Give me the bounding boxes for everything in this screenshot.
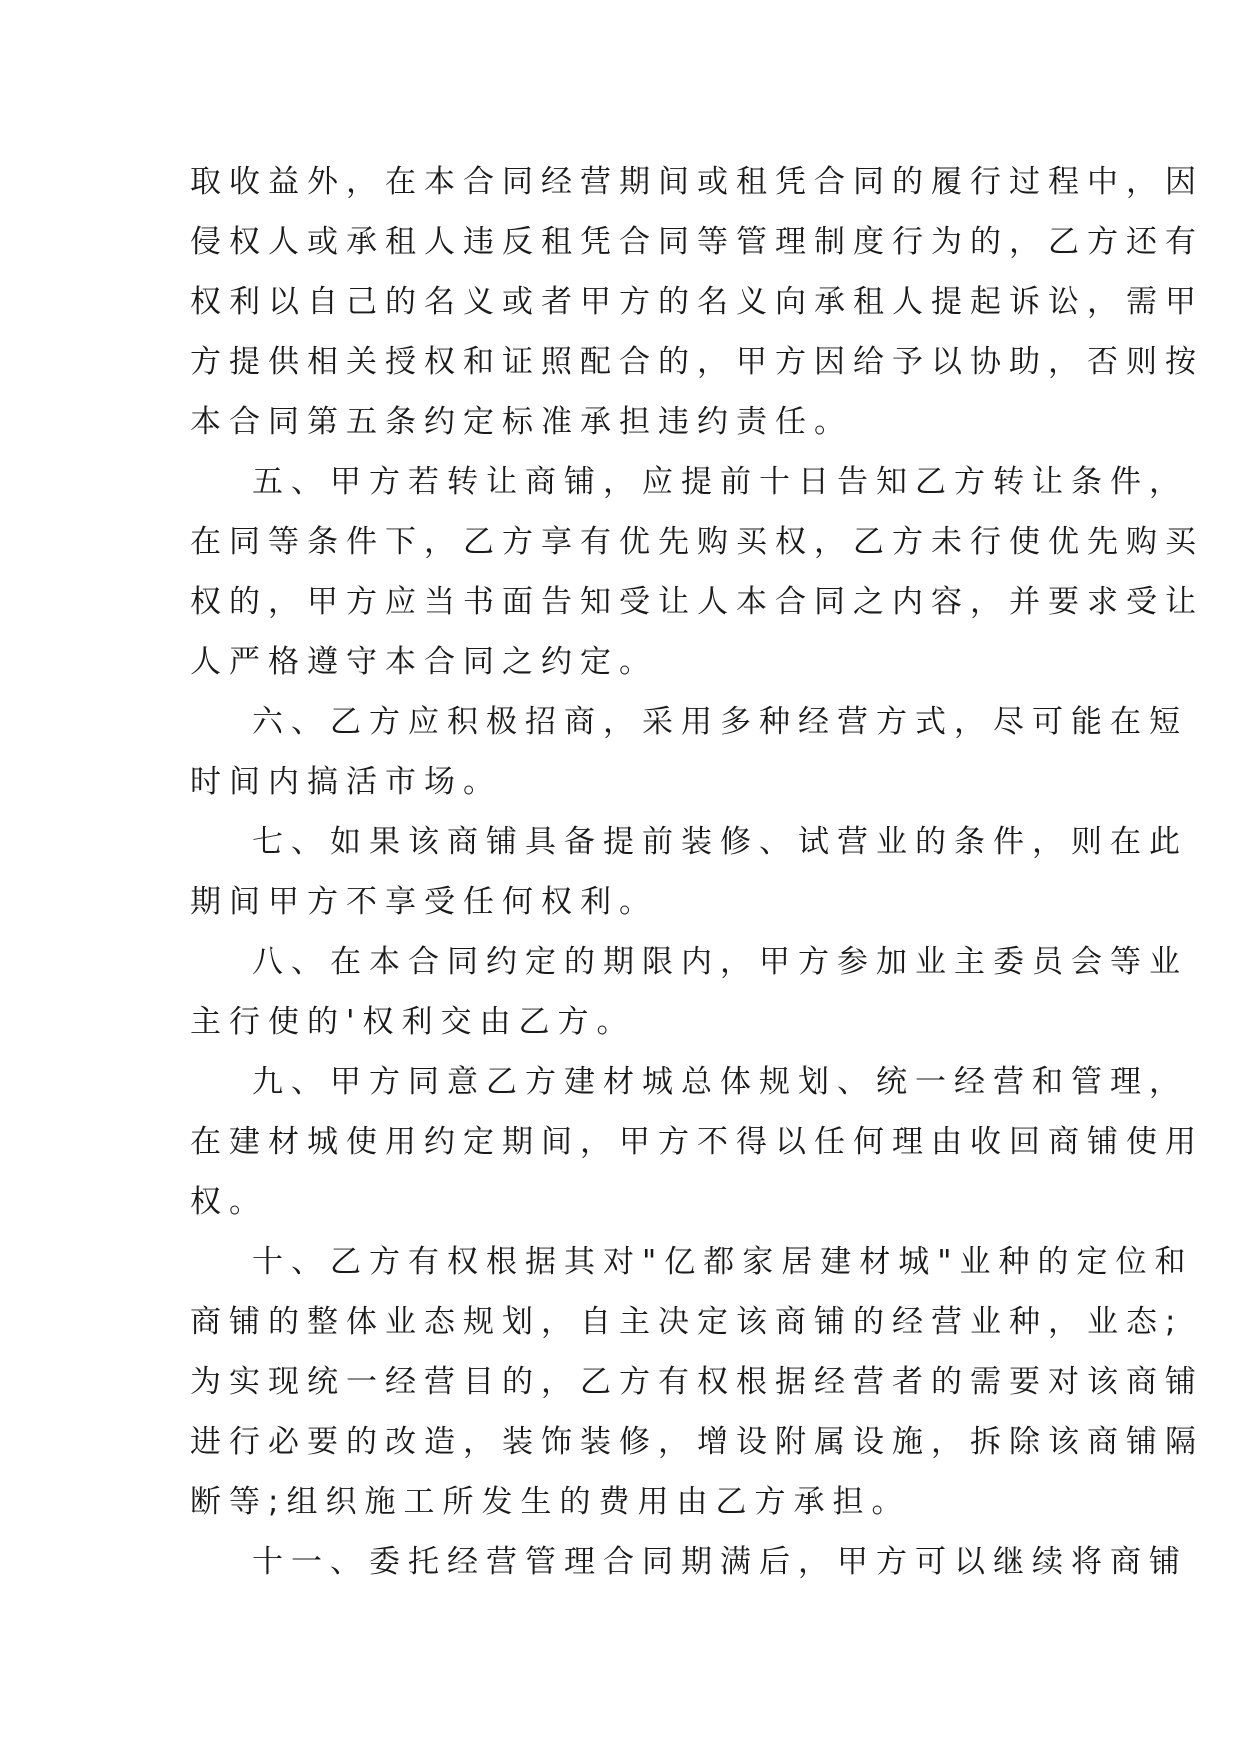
paragraph-five-start: 五、甲方若转让商铺，应提前十日告知乙方转让条件， <box>252 464 1188 500</box>
text-line: 人严格遵守本合同之约定。 <box>190 644 658 680</box>
paragraph-six-start: 六、乙方应积极招商，采用多种经营方式，尽可能在短 <box>252 704 1188 740</box>
text-line: 权。 <box>190 1184 268 1220</box>
text-line: 为实现统一经营目的，乙方有权根据经营者的需要对该商铺 <box>190 1364 1204 1400</box>
text-line: 时间内搞活市场。 <box>190 764 502 800</box>
text-line: 主行使的'权利交由乙方。 <box>190 1004 636 1040</box>
paragraph-nine-start: 九、甲方同意乙方建材城总体规划、统一经营和管理， <box>252 1064 1188 1100</box>
text-line: 取收益外，在本合同经营期间或租凭合同的履行过程中，因 <box>190 164 1204 200</box>
text-line: 侵权人或承租人违反租凭合同等管理制度行为的，乙方还有 <box>190 224 1204 260</box>
text-line: 商铺的整体业态规划，自主决定该商铺的经营业种，业态; <box>190 1304 1184 1340</box>
paragraph-ten-start: 十、乙方有权根据其对"亿都家居建材城"业种的定位和 <box>252 1244 1194 1280</box>
text-line: 权的，甲方应当书面告知受让人本合同之内容，并要求受让 <box>190 584 1204 620</box>
text-line: 权利以自己的名义或者甲方的名义向承租人提起诉讼，需甲 <box>190 284 1204 320</box>
text-line: 期间甲方不享受任何权利。 <box>190 884 658 920</box>
text-line: 方提供相关授权和证照配合的，甲方因给予以协助，否则按 <box>190 344 1204 380</box>
text-line: 在同等条件下，乙方享有优先购买权，乙方未行使优先购买 <box>190 524 1204 560</box>
paragraph-seven-start: 七、如果该商铺具备提前装修、试营业的条件，则在此 <box>252 824 1188 860</box>
text-line: 本合同第五条约定标准承担违约责任。 <box>190 404 853 440</box>
text-line: 进行必要的改造，装饰装修，增设附属设施，拆除该商铺隔 <box>190 1424 1204 1460</box>
paragraph-eight-start: 八、在本合同约定的期限内，甲方参加业主委员会等业 <box>252 944 1188 980</box>
paragraph-eleven-start: 十一、委托经营管理合同期满后，甲方可以继续将商铺 <box>252 1544 1188 1580</box>
text-line: 断等;组织施工所发生的费用由乙方承担。 <box>190 1484 911 1520</box>
text-line: 在建材城使用约定期间，甲方不得以任何理由收回商铺使用 <box>190 1124 1204 1160</box>
